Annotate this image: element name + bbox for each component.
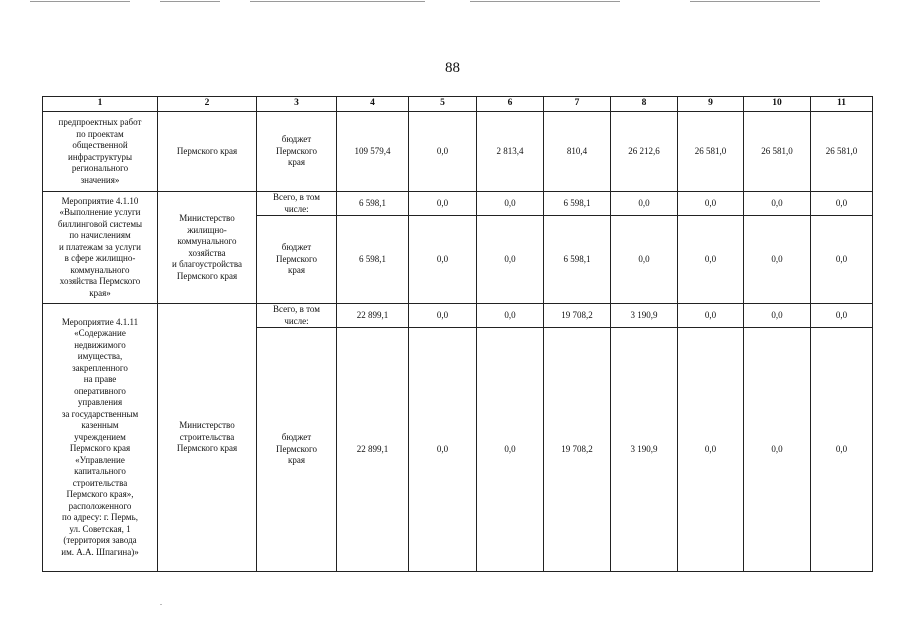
value-cell: 0,0 — [409, 328, 477, 572]
page-number: 88 — [445, 60, 460, 76]
value-cell: 6 598,1 — [544, 192, 611, 216]
value-cell: 22 899,1 — [337, 328, 409, 572]
value-cell: 0,0 — [744, 192, 811, 216]
value-cell: 6 598,1 — [544, 216, 611, 304]
value-cell: 0,0 — [811, 192, 873, 216]
executor: Пермского края — [158, 112, 257, 192]
scan-speck — [160, 604, 162, 605]
value-cell: 26 212,6 — [611, 112, 678, 192]
value-cell: 0,0 — [611, 192, 678, 216]
value-cell: 3 190,9 — [611, 304, 678, 328]
header-cell: 10 — [744, 97, 811, 112]
value-cell: 0,0 — [744, 328, 811, 572]
value-cell: 6 598,1 — [337, 216, 409, 304]
value-cell: 109 579,4 — [337, 112, 409, 192]
executor: Министерство жилищно- коммунального хозяйства и благоустройства Пермского края — [158, 192, 257, 304]
table-row — [43, 192, 873, 216]
budget-table — [42, 96, 873, 572]
header-cell: 6 — [477, 97, 544, 112]
executor: Министерство строительства Пермского края — [158, 304, 257, 572]
header-cell: 5 — [409, 97, 477, 112]
value-cell: 26 581,0 — [744, 112, 811, 192]
value-cell: 26 581,0 — [811, 112, 873, 192]
value-cell: 22 899,1 — [337, 304, 409, 328]
header-cell: 11 — [811, 97, 873, 112]
value-cell: 0,0 — [678, 328, 744, 572]
funding-source: бюджет Пермского края — [257, 328, 337, 572]
value-cell: 0,0 — [811, 304, 873, 328]
event-name: Мероприятие 4.1.10 «Выполнение услуги биллинговой системы по начислениям и платежам за услуги в сфере жилищно- коммунального хозяйства Пермского края» — [43, 192, 158, 304]
value-cell: 3 190,9 — [611, 328, 678, 572]
scan-edge-marks — [0, 0, 905, 4]
header-cell: 1 — [43, 97, 158, 112]
table-row — [43, 112, 873, 192]
total-label: Всего, в том числе: — [257, 192, 337, 216]
value-cell: 0,0 — [811, 328, 873, 572]
header-cell: 4 — [337, 97, 409, 112]
value-cell: 0,0 — [409, 192, 477, 216]
value-cell: 810,4 — [544, 112, 611, 192]
total-label: Всего, в том числе: — [257, 304, 337, 328]
value-cell: 0,0 — [477, 216, 544, 304]
header-cell: 8 — [611, 97, 678, 112]
header-cell: 3 — [257, 97, 337, 112]
value-cell: 2 813,4 — [477, 112, 544, 192]
value-cell: 0,0 — [477, 328, 544, 572]
value-cell: 0,0 — [678, 304, 744, 328]
value-cell: 0,0 — [477, 304, 544, 328]
header-cell: 2 — [158, 97, 257, 112]
value-cell: 0,0 — [611, 216, 678, 304]
value-cell: 26 581,0 — [678, 112, 744, 192]
value-cell: 19 708,2 — [544, 328, 611, 572]
funding-source: бюджет Пермского края — [257, 216, 337, 304]
value-cell: 0,0 — [744, 216, 811, 304]
table-row — [43, 304, 873, 328]
header-row — [43, 97, 873, 112]
value-cell: 0,0 — [678, 192, 744, 216]
value-cell: 0,0 — [811, 216, 873, 304]
value-cell: 0,0 — [477, 192, 544, 216]
header-cell: 7 — [544, 97, 611, 112]
value-cell: 0,0 — [409, 216, 477, 304]
header-cell: 9 — [678, 97, 744, 112]
event-name: предпроектных работ по проектам общественной инфраструктуры регионального значения» — [43, 112, 158, 192]
value-cell: 0,0 — [744, 304, 811, 328]
value-cell: 6 598,1 — [337, 192, 409, 216]
value-cell: 0,0 — [409, 112, 477, 192]
funding-source: бюджет Пермского края — [257, 112, 337, 192]
event-name: Мероприятие 4.1.11 «Содержание недвижимого имущества, закрепленного на праве оперативного управления за государственным казенным учреждением Пермского края «Управление капитального строительства Пермского края», расположенного по адресу: г. Пермь, ул. Советская, 1 (территория завода им. А.А. Шпагина)» — [43, 304, 158, 572]
value-cell: 19 708,2 — [544, 304, 611, 328]
value-cell: 0,0 — [678, 216, 744, 304]
value-cell: 0,0 — [409, 304, 477, 328]
